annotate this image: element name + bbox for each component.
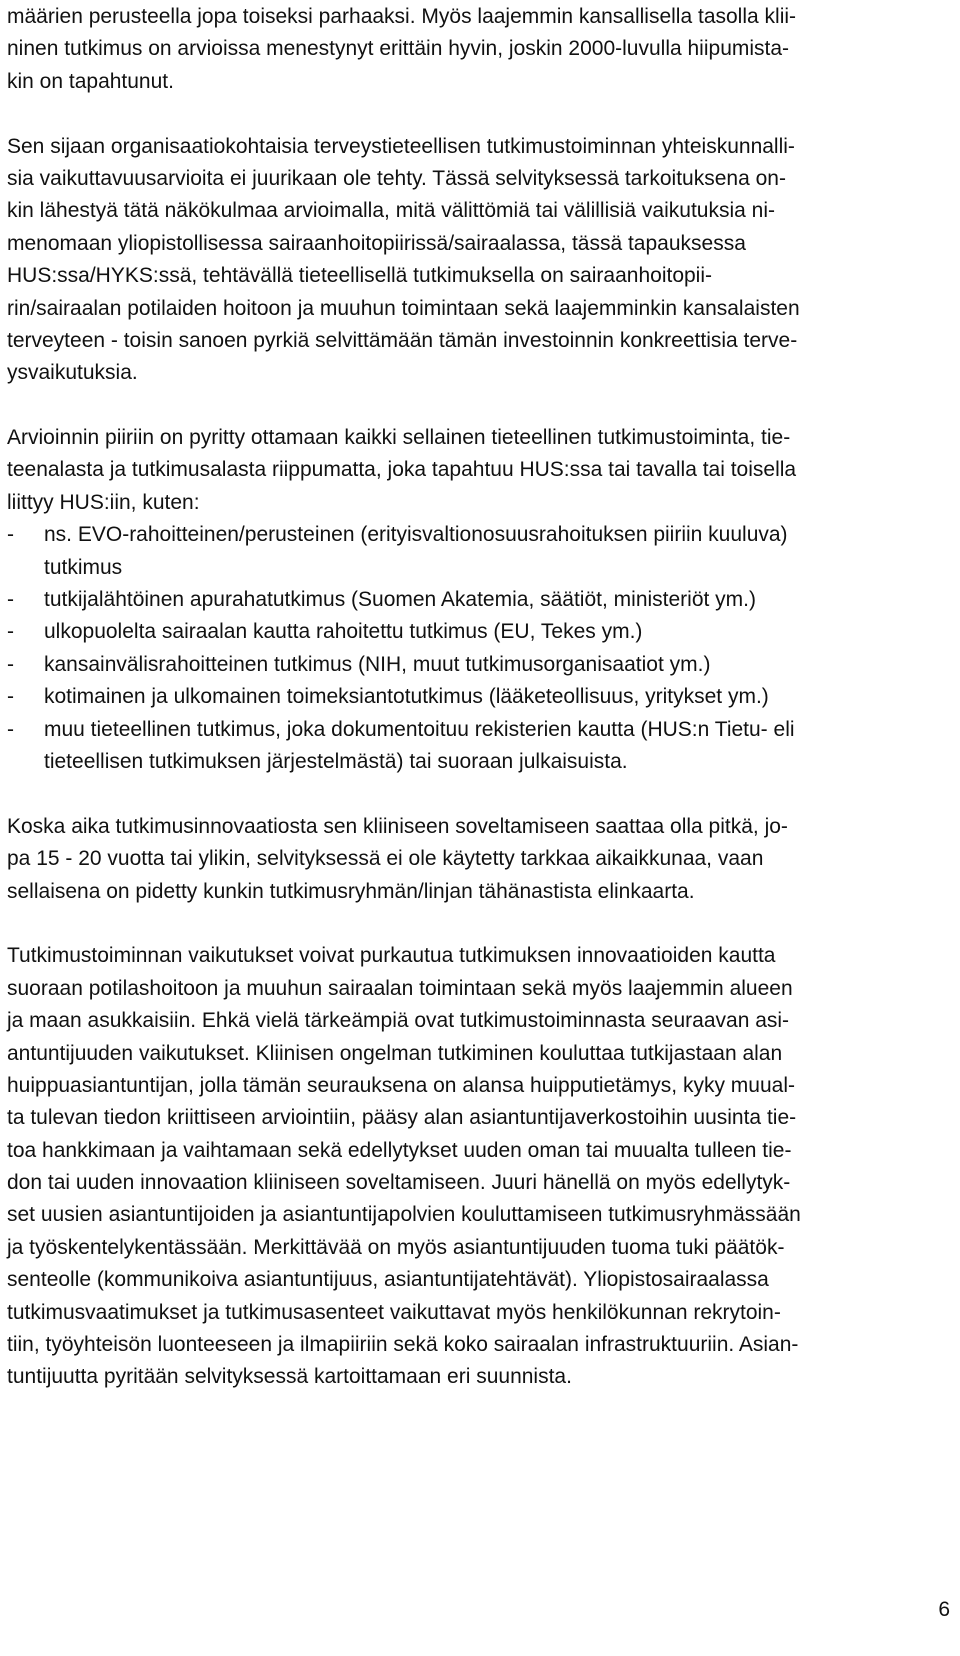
list-item-text: ns. EVO-rahoitteinen/perusteinen (erityisvaltionosuusrahoituksen piiriin kuuluva) <box>44 523 788 547</box>
list-item-text: ulkopuolelta sairaalan kautta rahoitettu tutkimus (EU, Tekes ym.) <box>44 620 643 644</box>
text-line: Sen sijaan organisaatiokohtaisia terveystieteellisen tutkimustoiminnan yhteiskunnalli- <box>7 134 795 158</box>
text-line: ja maan asukkaisiin. Ehkä vielä tärkeämpiä ovat tutkimustoiminnasta seuraavan asi- <box>7 1009 790 1033</box>
text-line: menomaan yliopistollisessa sairaanhoitopiirissä/sairaalassa, tässä tapauksessa <box>7 231 746 255</box>
paragraph-3 <box>7 422 952 519</box>
bullet-dash: - <box>7 685 14 709</box>
bullet-dash: - <box>7 523 14 547</box>
text-line: tiin, työyhteisön luonteeseen ja ilmapiiriin sekä koko sairaalan infrastruktuuriin. Asian- <box>7 1333 799 1357</box>
text-line: Arvioinnin piiriin on pyritty ottamaan kaikki sellainen tieteellinen tutkimustoiminta, tie- <box>7 426 791 450</box>
paragraph-1 <box>7 1 952 98</box>
text-line: ninen tutkimus on arvioissa menestynyt erittäin hyvin, joskin 2000-luvulla hiipumista- <box>7 37 790 61</box>
text-line: senteolle (kommunikoiva asiantuntijuus, asiantuntijatehtävät). Yliopistosairaalassa <box>7 1268 769 1292</box>
text-line: sellaisena on pidetty kunkin tutkimusryhmän/linjan tähänastista elinkaarta. <box>7 879 695 903</box>
bullet-list <box>7 519 952 778</box>
text-line: antuntijuuden vaikutukset. Kliinisen ongelman tutkiminen kouluttaa tutkijastaan alan <box>7 1041 783 1065</box>
list-item-text: tieteellisen tutkimuksen järjestelmästä) tai suoraan julkaisuista. <box>44 749 628 773</box>
text-line: ja työskentelykentässään. Merkittävää on myös asiantuntijuuden tuoma tuki päätök- <box>7 1235 785 1259</box>
text-line: Tutkimustoiminnan vaikutukset voivat purkautua tutkimuksen innovaatioiden kautta <box>7 944 776 968</box>
text-line: HUS:ssa/HYKS:ssä, tehtävällä tieteellisellä tutkimuksella on sairaanhoitopii- <box>7 264 712 288</box>
list-item-text: kotimainen ja ulkomainen toimeksiantotutkimus (lääketeollisuus, yritykset ym.) <box>44 685 769 709</box>
list-item-text: tutkijalähtöinen apurahatutkimus (Suomen Akatemia, säätiöt, ministeriöt ym.) <box>44 588 757 612</box>
list-item <box>7 519 952 584</box>
text-line: rin/sairaalan potilaiden hoitoon ja muuhun toimintaan sekä laajemminkin kansalaisten <box>7 296 800 320</box>
bullet-dash: - <box>7 717 14 741</box>
paragraph-5 <box>7 940 952 1393</box>
document-page <box>7 1 952 1394</box>
paragraph-2 <box>7 131 952 390</box>
paragraph-4 <box>7 811 952 908</box>
bullet-dash: - <box>7 588 14 612</box>
text-line: määrien perusteella jopa toiseksi parhaaksi. Myös laajemmin kansallisella tasolla klii- <box>7 5 797 28</box>
text-line: kin on tapahtunut. <box>7 69 174 93</box>
list-item-text: muu tieteellinen tutkimus, joka dokumentoituu rekisterien kautta (HUS:n Tietu- eli <box>44 717 795 741</box>
paragraph-spacer <box>7 390 952 422</box>
text-line: huippuasiantuntijan, jolla tämän seurauksena on alansa huipputietämys, kyky muual- <box>7 1073 795 1097</box>
paragraph-spacer <box>7 778 952 810</box>
text-line: set uusien asiantuntijoiden ja asiantuntijapolvien kouluttamiseen tutkimusryhmässään <box>7 1203 801 1227</box>
text-line: ta tulevan tiedon kriittiseen arviointiin, pääsy alan asiantuntijaverkostoihin uusinta tie- <box>7 1106 797 1130</box>
list-item <box>7 584 952 616</box>
text-line: pa 15 - 20 vuotta tai ylikin, selvityksessä ei ole käytetty tarkkaa aikaikkunaa, vaan <box>7 847 764 871</box>
text-line: terveyteen - toisin sanoen pyrkiä selvittämään tämän investoinnin konkreettisia terve- <box>7 328 798 352</box>
text-line: ysvaikutuksia. <box>7 361 138 385</box>
list-item-text: tutkimus <box>44 555 123 579</box>
text-line: suoraan potilashoitoon ja muuhun sairaalan toimintaan sekä myös laajemmin alueen <box>7 976 793 1000</box>
text-line: tutkimusvaatimukset ja tutkimusasenteet vaikuttavat myös henkilökunnan rekrytoin- <box>7 1300 781 1324</box>
bullet-dash: - <box>7 652 14 676</box>
text-line: toa hankkimaan ja vaihtamaan sekä edellytykset uuden oman tai muualta tulleen tie- <box>7 1138 792 1162</box>
text-line: sia vaikuttavuusarvioita ei juurikaan ole tehty. Tässä selvityksessä tarkoituksena on- <box>7 166 786 190</box>
paragraph-spacer <box>7 908 952 940</box>
page-number: 6 <box>938 1598 950 1621</box>
text-line: teenalasta ja tutkimusalasta riippumatta, joka tapahtuu HUS:ssa tai tavalla tai toisella <box>7 458 797 482</box>
paragraph-spacer <box>7 98 952 130</box>
list-item <box>7 616 952 648</box>
list-item <box>7 649 952 681</box>
list-item-text: kansainvälisrahoitteinen tutkimus (NIH, muut tutkimusorganisaatiot ym.) <box>44 652 711 676</box>
text-line: Koska aika tutkimusinnovaatiosta sen kliiniseen soveltamiseen saattaa olla pitkä, jo- <box>7 814 788 838</box>
text-line: liittyy HUS:iin, kuten: <box>7 490 200 514</box>
list-item <box>7 681 952 713</box>
bullet-dash: - <box>7 620 14 644</box>
text-line: kin lähestyä tätä näkökulmaa arvioimalla, mitä välittömiä tai välillisiä vaikutuksia ni- <box>7 199 775 223</box>
text-line: don tai uuden innovaation kliiniseen soveltamiseen. Juuri hänellä on myös edellytyk- <box>7 1171 791 1195</box>
text-line: tuntijuutta pyritään selvityksessä kartoittamaan eri suunnista. <box>7 1365 572 1389</box>
list-item <box>7 714 952 779</box>
